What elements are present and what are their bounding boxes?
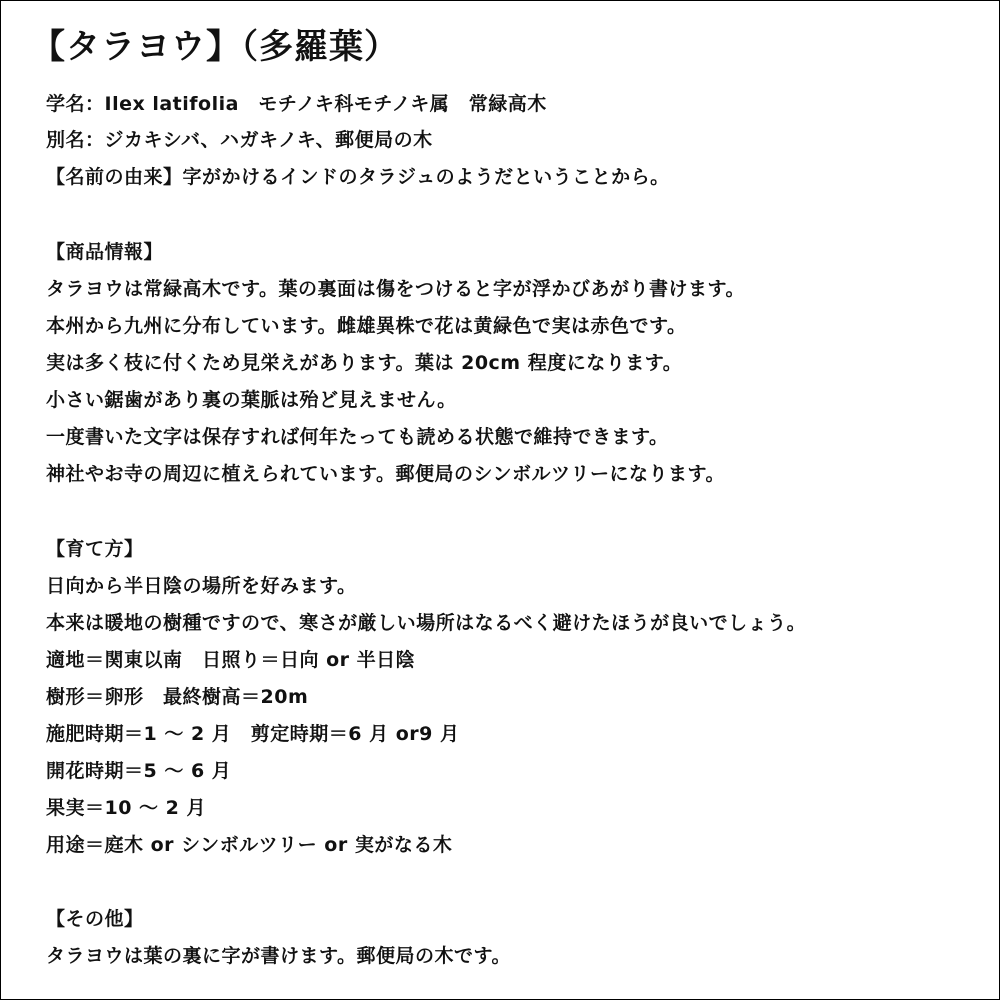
care-line: 施肥時期＝1 ～ 2 月 剪定時期＝6 月 or9 月 bbox=[46, 723, 460, 745]
page-title: 【タラヨウ】（多羅葉） bbox=[31, 27, 399, 67]
name-origin-line: 【名前の由来】字がかけるインドのタラジュのようだということから。 bbox=[46, 166, 670, 188]
product-info-line: 小さい鋸歯があり裏の葉脈は殆ど見えません。 bbox=[46, 389, 457, 411]
care-line: 果実＝10 ～ 2 月 bbox=[46, 797, 207, 819]
other-heading: 【その他】 bbox=[46, 908, 144, 930]
care-line: 適地＝関東以南 日照り＝日向 or 半日陰 bbox=[46, 649, 416, 671]
care-line: 樹形＝卵形 最終樹高＝20m bbox=[46, 686, 309, 708]
product-info-line: タラヨウは常緑高木です。葉の裏面は傷をつけると字が浮かびあがり書けます。 bbox=[46, 278, 745, 300]
care-line: 本来は暖地の樹種ですので、寒さが厳しい場所はなるべく避けたほうが良いでしょう。 bbox=[46, 612, 807, 634]
care-line: 用途＝庭木 or シンボルツリー or 実がなる木 bbox=[46, 834, 453, 856]
alias-line: 別名：ジカキシバ、ハガキノキ、郵便局の木 bbox=[46, 129, 433, 151]
care-line: 日向から半日陰の場所を好みます。 bbox=[46, 575, 357, 597]
product-info-line: 一度書いた文字は保存すれば何年たっても読める状態で維持できます。 bbox=[46, 426, 669, 448]
product-info-heading: 【商品情報】 bbox=[46, 241, 164, 263]
care-line: 開花時期＝5 ～ 6 月 bbox=[46, 760, 232, 782]
product-info-line: 実は多く枝に付くため見栄えがあります。葉は 20cm 程度になります。 bbox=[46, 352, 683, 374]
scientific-name: 学名：Ilex latifolia モチノキ科モチノキ属 常緑高木 bbox=[46, 93, 547, 115]
product-info-line: 本州から九州に分布しています。雌雄異株で花は黄緑色で実は赤色です。 bbox=[46, 315, 687, 337]
product-info-line: 神社やお寺の周辺に植えられています。郵便局のシンボルツリーになります。 bbox=[46, 463, 725, 485]
care-heading: 【育て方】 bbox=[46, 538, 144, 560]
other-line: タラヨウは葉の裏に字が書けます。郵便局の木です。 bbox=[46, 945, 511, 967]
